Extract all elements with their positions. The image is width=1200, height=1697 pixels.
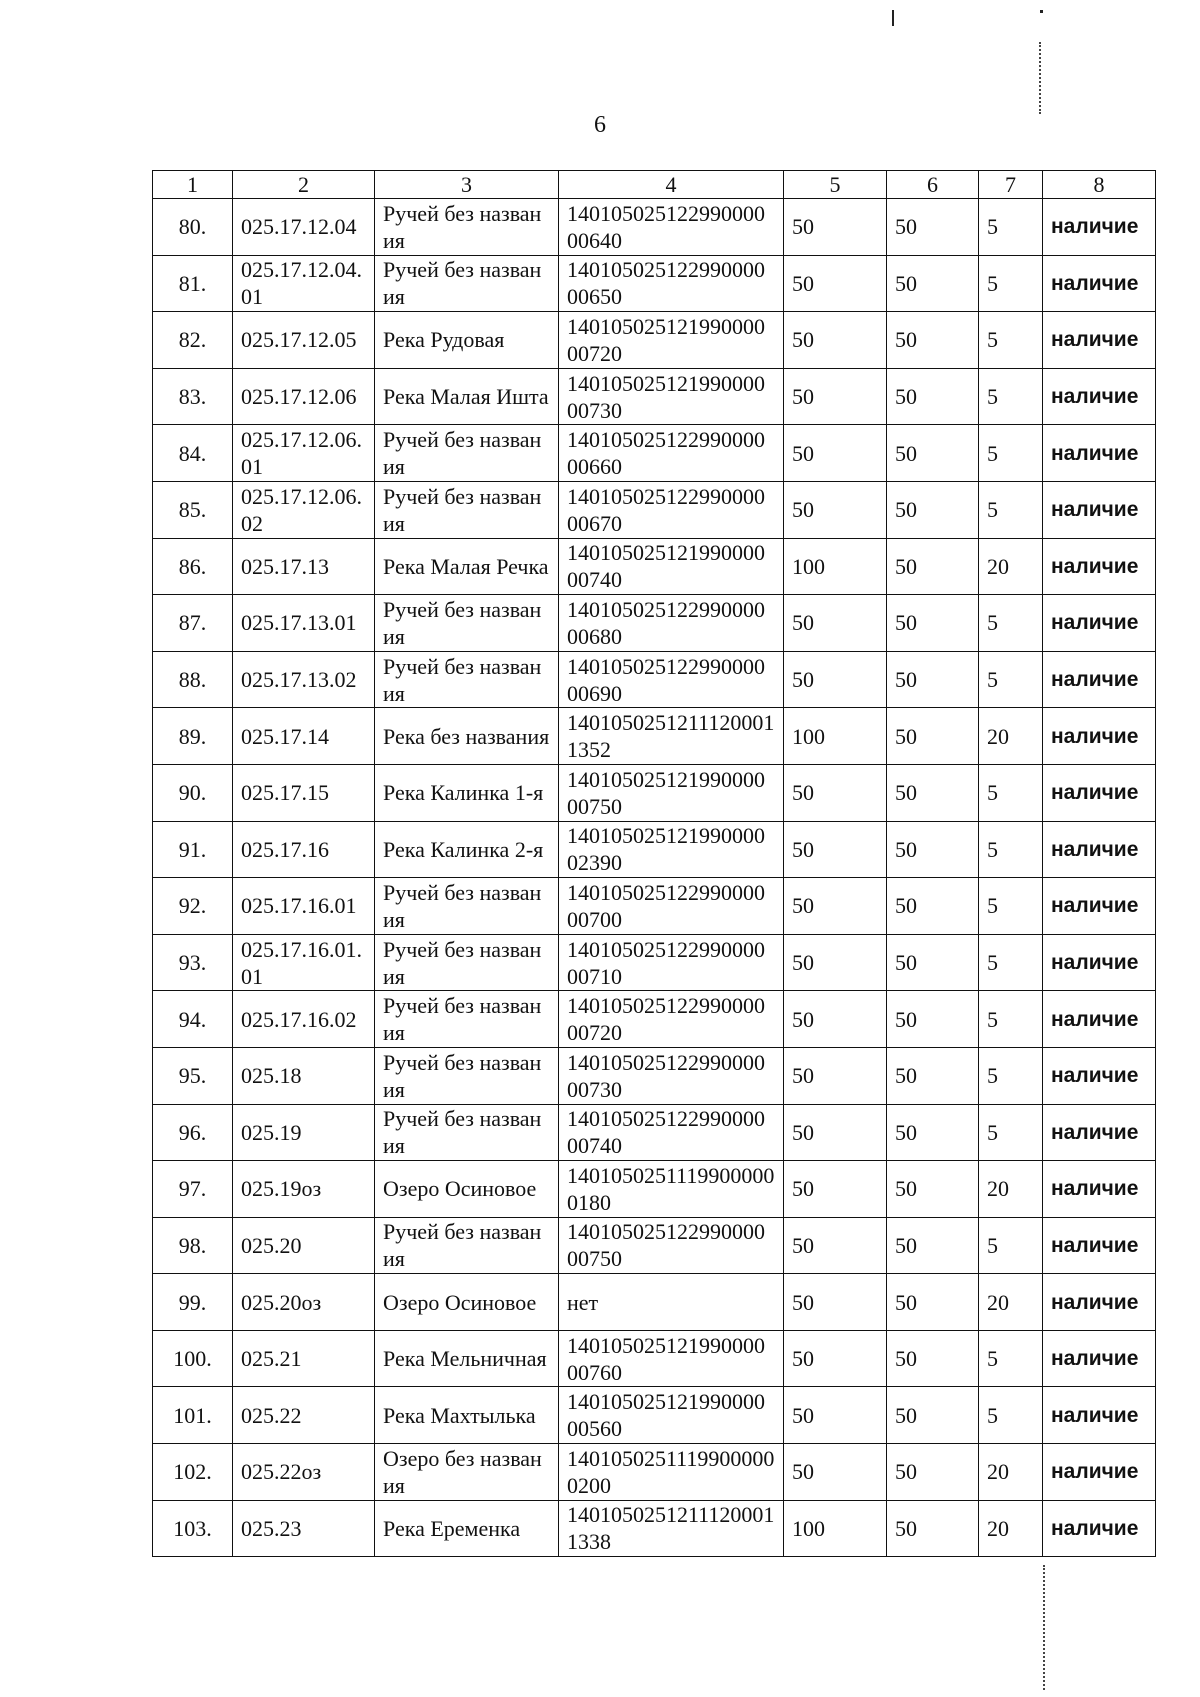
- value-col6: 50: [887, 312, 979, 369]
- page-number: 6: [594, 112, 606, 138]
- table-row: [153, 934, 1156, 991]
- object-name: Озеро без названия: [375, 1444, 559, 1501]
- object-name: Ручей без названия: [375, 425, 559, 482]
- row-number: 98.: [153, 1217, 233, 1274]
- value-col5: 50: [784, 821, 887, 878]
- status-cell: наличие: [1043, 255, 1156, 312]
- object-code: 025.17.14: [233, 708, 375, 765]
- table-row: [153, 1387, 1156, 1444]
- registry-code: 14010502512299000000670: [559, 481, 784, 538]
- registry-code: 14010502512299000000730: [559, 1047, 784, 1104]
- table-row: [153, 538, 1156, 595]
- object-code: 025.17.16.01.01: [233, 934, 375, 991]
- status-cell: наличие: [1043, 595, 1156, 652]
- registry-code: 14010502512199000000560: [559, 1387, 784, 1444]
- value-col5: 50: [784, 312, 887, 369]
- object-name: Река без названия: [375, 708, 559, 765]
- status-cell: наличие: [1043, 199, 1156, 256]
- column-header: 3: [375, 171, 559, 199]
- value-col7: 5: [979, 878, 1043, 935]
- status-cell: наличие: [1043, 368, 1156, 425]
- row-number: 91.: [153, 821, 233, 878]
- registry-code: 14010502512299000000720: [559, 991, 784, 1048]
- value-col7: 20: [979, 1161, 1043, 1218]
- object-name: Река Мельничная: [375, 1330, 559, 1387]
- value-col7: 5: [979, 991, 1043, 1048]
- object-name: Ручей без названия: [375, 255, 559, 312]
- status-cell: наличие: [1043, 821, 1156, 878]
- value-col7: 20: [979, 1444, 1043, 1501]
- value-col5: 50: [784, 425, 887, 482]
- value-col6: 50: [887, 764, 979, 821]
- value-col6: 50: [887, 1274, 979, 1331]
- status-cell: наличие: [1043, 764, 1156, 821]
- object-code: 025.22: [233, 1387, 375, 1444]
- row-number: 87.: [153, 595, 233, 652]
- row-number: 96.: [153, 1104, 233, 1161]
- registry-code: 14010502512299000000680: [559, 595, 784, 652]
- value-col5: 50: [784, 1330, 887, 1387]
- column-header: 2: [233, 171, 375, 199]
- column-header: 1: [153, 171, 233, 199]
- registry-code: 14010502512299000000710: [559, 934, 784, 991]
- status-cell: наличие: [1043, 1104, 1156, 1161]
- row-number: 90.: [153, 764, 233, 821]
- row-number: 89.: [153, 708, 233, 765]
- row-number: 88.: [153, 651, 233, 708]
- value-col7: 5: [979, 1330, 1043, 1387]
- registry-code: 14010502512299000000700: [559, 878, 784, 935]
- object-code: 025.17.12.06.01: [233, 425, 375, 482]
- value-col6: 50: [887, 255, 979, 312]
- registry-code: 14010502512199000000750: [559, 764, 784, 821]
- value-col5: 50: [784, 255, 887, 312]
- object-code: 025.17.12.06: [233, 368, 375, 425]
- value-col6: 50: [887, 1387, 979, 1444]
- table-row: [153, 651, 1156, 708]
- table-row: [153, 1500, 1156, 1557]
- value-col6: 50: [887, 481, 979, 538]
- status-cell: наличие: [1043, 708, 1156, 765]
- status-cell: наличие: [1043, 934, 1156, 991]
- value-col5: 50: [784, 1161, 887, 1218]
- column-header: 6: [887, 171, 979, 199]
- value-col5: 50: [784, 1274, 887, 1331]
- object-code: 025.23: [233, 1500, 375, 1557]
- status-cell: наличие: [1043, 651, 1156, 708]
- value-col7: 5: [979, 481, 1043, 538]
- value-col5: 50: [784, 481, 887, 538]
- status-cell: наличие: [1043, 481, 1156, 538]
- value-col6: 50: [887, 368, 979, 425]
- row-number: 97.: [153, 1161, 233, 1218]
- value-col6: 50: [887, 1330, 979, 1387]
- object-code: 025.17.12.06.02: [233, 481, 375, 538]
- value-col7: 5: [979, 764, 1043, 821]
- table-row: [153, 1444, 1156, 1501]
- value-col7: 5: [979, 595, 1043, 652]
- row-number: 84.: [153, 425, 233, 482]
- registry-code: 14010502512299000000640: [559, 199, 784, 256]
- value-col5: 50: [784, 764, 887, 821]
- object-code: 025.20оз: [233, 1274, 375, 1331]
- status-cell: наличие: [1043, 1217, 1156, 1274]
- table-row: [153, 595, 1156, 652]
- row-number: 86.: [153, 538, 233, 595]
- status-cell: наличие: [1043, 1047, 1156, 1104]
- table-row: [153, 1047, 1156, 1104]
- object-code: 025.19оз: [233, 1161, 375, 1218]
- value-col6: 50: [887, 595, 979, 652]
- value-col6: 50: [887, 878, 979, 935]
- table-row: [153, 708, 1156, 765]
- status-cell: наличие: [1043, 878, 1156, 935]
- value-col5: 50: [784, 991, 887, 1048]
- scan-artifact-dashed-line: [1039, 42, 1041, 114]
- object-name: Река Еременка: [375, 1500, 559, 1557]
- value-col6: 50: [887, 708, 979, 765]
- table-row: [153, 991, 1156, 1048]
- value-col6: 50: [887, 1104, 979, 1161]
- row-number: 102.: [153, 1444, 233, 1501]
- registry-code: 14010502512199000000740: [559, 538, 784, 595]
- object-name: Озеро Осиновое: [375, 1274, 559, 1331]
- table-row: [153, 312, 1156, 369]
- value-col5: 50: [784, 1217, 887, 1274]
- object-code: 025.17.13.02: [233, 651, 375, 708]
- value-col7: 5: [979, 255, 1043, 312]
- value-col6: 50: [887, 538, 979, 595]
- scan-artifact-dot: [1040, 10, 1043, 13]
- status-cell: наличие: [1043, 538, 1156, 595]
- row-number: 99.: [153, 1274, 233, 1331]
- row-number: 82.: [153, 312, 233, 369]
- object-code: 025.19: [233, 1104, 375, 1161]
- object-name: Река Калинка 1-я: [375, 764, 559, 821]
- value-col5: 50: [784, 1444, 887, 1501]
- object-name: Река Малая Ишта: [375, 368, 559, 425]
- table-row: [153, 1104, 1156, 1161]
- value-col5: 50: [784, 199, 887, 256]
- registry-code: 14010502511199000000200: [559, 1444, 784, 1501]
- object-name: Река Рудовая: [375, 312, 559, 369]
- value-col7: 5: [979, 425, 1043, 482]
- object-name: Река Калинка 2-я: [375, 821, 559, 878]
- registry-code: 14010502512111200011338: [559, 1500, 784, 1557]
- object-name: Ручей без названия: [375, 1104, 559, 1161]
- value-col7: 5: [979, 368, 1043, 425]
- data-table: [152, 170, 1156, 1557]
- value-col5: 100: [784, 708, 887, 765]
- row-number: 83.: [153, 368, 233, 425]
- object-name: Ручей без названия: [375, 481, 559, 538]
- object-code: 025.18: [233, 1047, 375, 1104]
- status-cell: наличие: [1043, 425, 1156, 482]
- table-row: [153, 1217, 1156, 1274]
- object-code: 025.17.12.04.01: [233, 255, 375, 312]
- object-code: 025.17.16: [233, 821, 375, 878]
- value-col7: 5: [979, 1047, 1043, 1104]
- value-col7: 5: [979, 651, 1043, 708]
- row-number: 103.: [153, 1500, 233, 1557]
- value-col5: 50: [784, 1104, 887, 1161]
- value-col6: 50: [887, 934, 979, 991]
- value-col5: 100: [784, 1500, 887, 1557]
- object-code: 025.21: [233, 1330, 375, 1387]
- object-code: 025.22оз: [233, 1444, 375, 1501]
- value-col6: 50: [887, 1217, 979, 1274]
- scan-artifact-mark: [892, 10, 894, 26]
- table-row: [153, 1274, 1156, 1331]
- object-code: 025.17.13.01: [233, 595, 375, 652]
- table-row: [153, 199, 1156, 256]
- registry-code: нет: [559, 1274, 784, 1331]
- registry-code: 14010502511199000000180: [559, 1161, 784, 1218]
- table-row: [153, 255, 1156, 312]
- status-cell: наличие: [1043, 1330, 1156, 1387]
- status-cell: наличие: [1043, 1274, 1156, 1331]
- value-col5: 50: [784, 1047, 887, 1104]
- registry-code: 14010502512199000002390: [559, 821, 784, 878]
- status-cell: наличие: [1043, 1444, 1156, 1501]
- value-col7: 5: [979, 199, 1043, 256]
- value-col6: 50: [887, 1047, 979, 1104]
- table-row: [153, 481, 1156, 538]
- table-row: [153, 1161, 1156, 1218]
- object-code: 025.17.13: [233, 538, 375, 595]
- value-col7: 5: [979, 1217, 1043, 1274]
- value-col5: 100: [784, 538, 887, 595]
- object-name: Ручей без названия: [375, 878, 559, 935]
- registry-code: 14010502512199000000760: [559, 1330, 784, 1387]
- row-number: 81.: [153, 255, 233, 312]
- value-col7: 5: [979, 821, 1043, 878]
- row-number: 93.: [153, 934, 233, 991]
- value-col7: 5: [979, 934, 1043, 991]
- status-cell: наличие: [1043, 1161, 1156, 1218]
- object-name: Ручей без названия: [375, 934, 559, 991]
- value-col6: 50: [887, 651, 979, 708]
- registry-code: 14010502512299000000650: [559, 255, 784, 312]
- object-code: 025.17.16.02: [233, 991, 375, 1048]
- value-col6: 50: [887, 1500, 979, 1557]
- object-name: Ручей без названия: [375, 651, 559, 708]
- table-row: [153, 821, 1156, 878]
- value-col6: 50: [887, 821, 979, 878]
- scan-artifact-dashed-line: [1043, 1565, 1045, 1690]
- table-row: [153, 878, 1156, 935]
- registry-code: 14010502512299000000750: [559, 1217, 784, 1274]
- value-col5: 50: [784, 595, 887, 652]
- value-col6: 50: [887, 199, 979, 256]
- object-code: 025.17.16.01: [233, 878, 375, 935]
- value-col5: 50: [784, 1387, 887, 1444]
- row-number: 95.: [153, 1047, 233, 1104]
- registry-code: 14010502512199000000720: [559, 312, 784, 369]
- object-code: 025.17.12.04: [233, 199, 375, 256]
- value-col5: 50: [784, 651, 887, 708]
- registry-code: 14010502512111200011352: [559, 708, 784, 765]
- registry-code: 14010502512299000000740: [559, 1104, 784, 1161]
- row-number: 100.: [153, 1330, 233, 1387]
- status-cell: наличие: [1043, 1500, 1156, 1557]
- value-col7: 5: [979, 312, 1043, 369]
- column-header: 7: [979, 171, 1043, 199]
- column-header: 4: [559, 171, 784, 199]
- row-number: 80.: [153, 199, 233, 256]
- object-name: Ручей без названия: [375, 991, 559, 1048]
- value-col7: 20: [979, 1274, 1043, 1331]
- row-number: 101.: [153, 1387, 233, 1444]
- value-col6: 50: [887, 425, 979, 482]
- object-name: Озеро Осиновое: [375, 1161, 559, 1218]
- status-cell: наличие: [1043, 1387, 1156, 1444]
- column-header: 5: [784, 171, 887, 199]
- registry-code: 14010502512299000000690: [559, 651, 784, 708]
- table-row: [153, 368, 1156, 425]
- status-cell: наличие: [1043, 312, 1156, 369]
- value-col7: 20: [979, 538, 1043, 595]
- row-number: 92.: [153, 878, 233, 935]
- column-header: 8: [1043, 171, 1156, 199]
- object-name: Ручей без названия: [375, 1047, 559, 1104]
- value-col5: 50: [784, 878, 887, 935]
- value-col7: 20: [979, 708, 1043, 765]
- object-name: Река Малая Речка: [375, 538, 559, 595]
- registry-code: 14010502512299000000660: [559, 425, 784, 482]
- table-row: [153, 1330, 1156, 1387]
- object-code: 025.17.12.05: [233, 312, 375, 369]
- registry-code: 14010502512199000000730: [559, 368, 784, 425]
- value-col6: 50: [887, 1161, 979, 1218]
- object-name: Ручей без названия: [375, 1217, 559, 1274]
- object-name: Ручей без названия: [375, 595, 559, 652]
- value-col6: 50: [887, 1444, 979, 1501]
- value-col5: 50: [784, 934, 887, 991]
- value-col7: 5: [979, 1104, 1043, 1161]
- object-name: Река Махтылька: [375, 1387, 559, 1444]
- object-code: 025.20: [233, 1217, 375, 1274]
- value-col5: 50: [784, 368, 887, 425]
- object-code: 025.17.15: [233, 764, 375, 821]
- status-cell: наличие: [1043, 991, 1156, 1048]
- object-name: Ручей без названия: [375, 199, 559, 256]
- header-row: [153, 171, 1156, 199]
- row-number: 94.: [153, 991, 233, 1048]
- table-row: [153, 764, 1156, 821]
- value-col7: 20: [979, 1500, 1043, 1557]
- value-col6: 50: [887, 991, 979, 1048]
- table-row: [153, 425, 1156, 482]
- value-col7: 5: [979, 1387, 1043, 1444]
- row-number: 85.: [153, 481, 233, 538]
